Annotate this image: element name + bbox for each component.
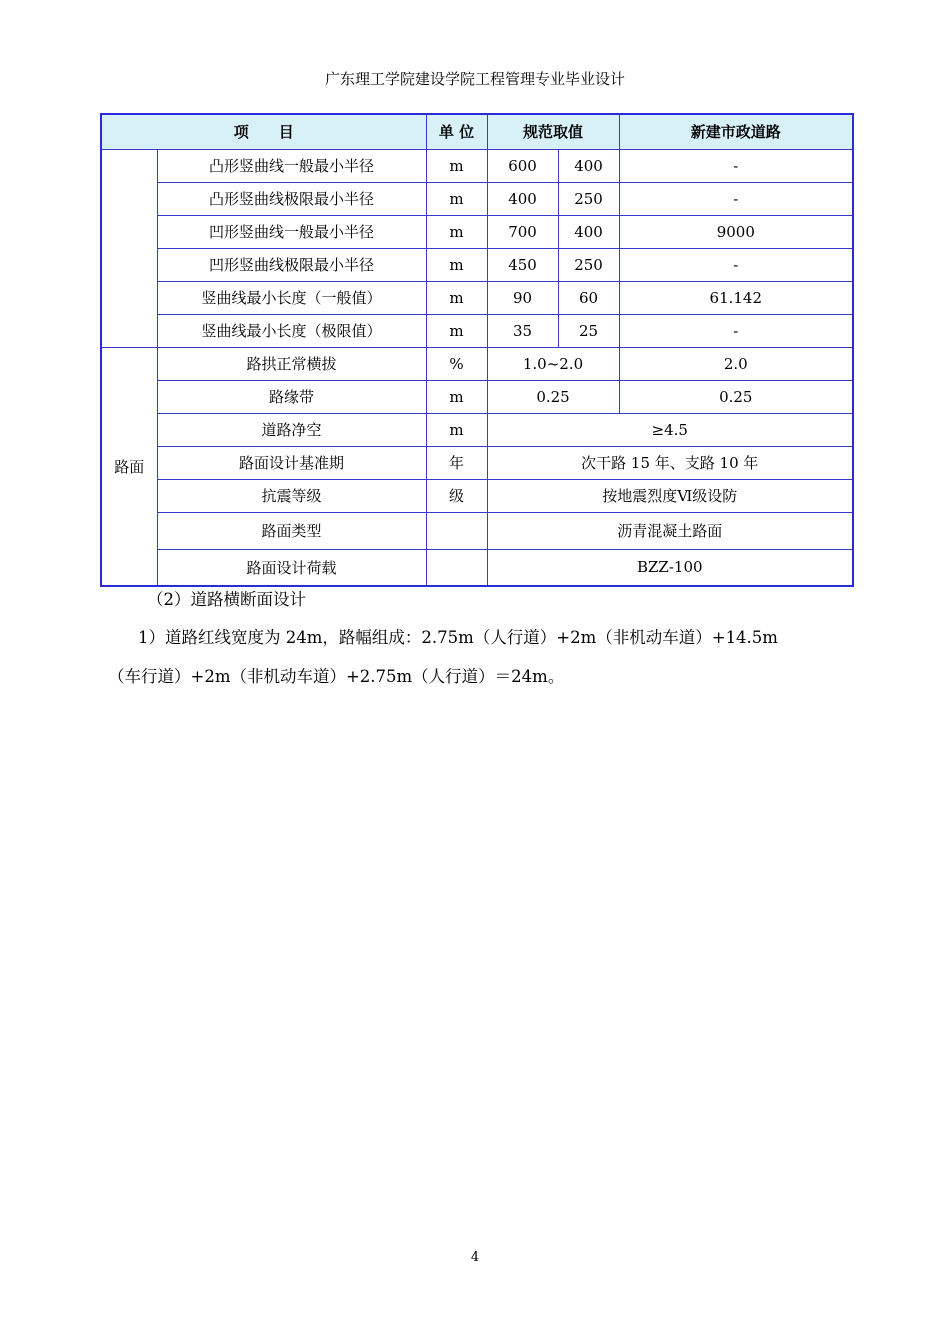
spec-value-1: 90 xyxy=(487,281,558,314)
spec-value-merged: 0.25 xyxy=(487,380,619,413)
table-row xyxy=(101,149,853,182)
new-value-cell: 9000 xyxy=(619,215,853,248)
unit-cell: m xyxy=(426,314,487,347)
spec-value-2: 25 xyxy=(558,314,619,347)
table-header-row xyxy=(101,114,853,149)
table-row xyxy=(101,512,853,549)
item-cell: 凸形竖曲线一般最小半径 xyxy=(157,149,426,182)
spec-value-1: 700 xyxy=(487,215,558,248)
header-item: 项 目 xyxy=(101,114,426,149)
spec-value-1: 600 xyxy=(487,149,558,182)
item-cell: 凹形竖曲线极限最小半径 xyxy=(157,248,426,281)
spec-value-1: 35 xyxy=(487,314,558,347)
new-value-cell: - xyxy=(619,182,853,215)
page-header: 广东理工学院建设学院工程管理专业毕业设计 xyxy=(324,70,625,88)
spec-value-2: 400 xyxy=(558,215,619,248)
item-cell: 竖曲线最小长度（一般值） xyxy=(157,281,426,314)
new-value-cell: 0.25 xyxy=(619,380,853,413)
table-row xyxy=(101,314,853,347)
unit-cell: m xyxy=(426,215,487,248)
section-title: （2）道路横断面设计 xyxy=(147,590,306,609)
spec-value-2: 400 xyxy=(558,149,619,182)
unit-cell: m xyxy=(426,413,487,446)
header-spec: 规范取值 xyxy=(487,114,619,149)
spec-value-1: 400 xyxy=(487,182,558,215)
item-cell: 凹形竖曲线一般最小半径 xyxy=(157,215,426,248)
item-cell: 竖曲线最小长度（极限值） xyxy=(157,314,426,347)
spec-value-1: 450 xyxy=(487,248,558,281)
unit-cell: m xyxy=(426,281,487,314)
merged-value-cell: BZZ-100 xyxy=(487,549,853,586)
unit-cell xyxy=(426,549,487,586)
table-row xyxy=(101,215,853,248)
unit-cell: 级 xyxy=(426,479,487,512)
spec-value-2: 250 xyxy=(558,182,619,215)
table-row xyxy=(101,347,853,380)
new-value-cell: - xyxy=(619,248,853,281)
unit-cell: m xyxy=(426,380,487,413)
unit-cell: 年 xyxy=(426,446,487,479)
item-cell: 道路净空 xyxy=(157,413,426,446)
table-row xyxy=(101,182,853,215)
paragraph-line-1: 1）道路红线宽度为 24m，路幅组成：2.75m（人行道）+2m（非机动车道）+14.5m xyxy=(138,628,778,647)
table-row xyxy=(101,446,853,479)
header-unit: 单 位 xyxy=(426,114,487,149)
merged-value-cell: 次干路 15 年、支路 10 年 xyxy=(487,446,853,479)
merged-value-cell: 按地震烈度Ⅵ级设防 xyxy=(487,479,853,512)
new-value-cell: - xyxy=(619,149,853,182)
unit-cell: m xyxy=(426,248,487,281)
page-number: 4 xyxy=(470,1250,480,1265)
unit-cell: % xyxy=(426,347,487,380)
table-row xyxy=(101,413,853,446)
group-cell-pavement: 路面 xyxy=(101,347,157,586)
table-row xyxy=(101,281,853,314)
merged-value-cell: ≥4.5 xyxy=(487,413,853,446)
spec-value-2: 60 xyxy=(558,281,619,314)
item-cell: 路拱正常横拔 xyxy=(157,347,426,380)
table-row xyxy=(101,549,853,586)
spec-value-merged: 1.0~2.0 xyxy=(487,347,619,380)
paragraph-line-2: （车行道）+2m（非机动车道）+2.75m（人行道）＝24m。 xyxy=(108,667,565,686)
table-row xyxy=(101,479,853,512)
item-cell: 路面设计荷载 xyxy=(157,549,426,586)
unit-cell: m xyxy=(426,182,487,215)
new-value-cell: - xyxy=(619,314,853,347)
merged-value-cell: 沥青混凝土路面 xyxy=(487,512,853,549)
item-cell: 抗震等级 xyxy=(157,479,426,512)
table-row xyxy=(101,380,853,413)
header-new-road: 新建市政道路 xyxy=(619,114,853,149)
table-row xyxy=(101,248,853,281)
spec-table xyxy=(100,113,854,587)
group-cell-upper xyxy=(101,149,157,347)
unit-cell xyxy=(426,512,487,549)
item-cell: 路缘带 xyxy=(157,380,426,413)
new-value-cell: 61.142 xyxy=(619,281,853,314)
unit-cell: m xyxy=(426,149,487,182)
new-value-cell: 2.0 xyxy=(619,347,853,380)
item-cell: 路面设计基准期 xyxy=(157,446,426,479)
item-cell: 路面类型 xyxy=(157,512,426,549)
item-cell: 凸形竖曲线极限最小半径 xyxy=(157,182,426,215)
spec-value-2: 250 xyxy=(558,248,619,281)
